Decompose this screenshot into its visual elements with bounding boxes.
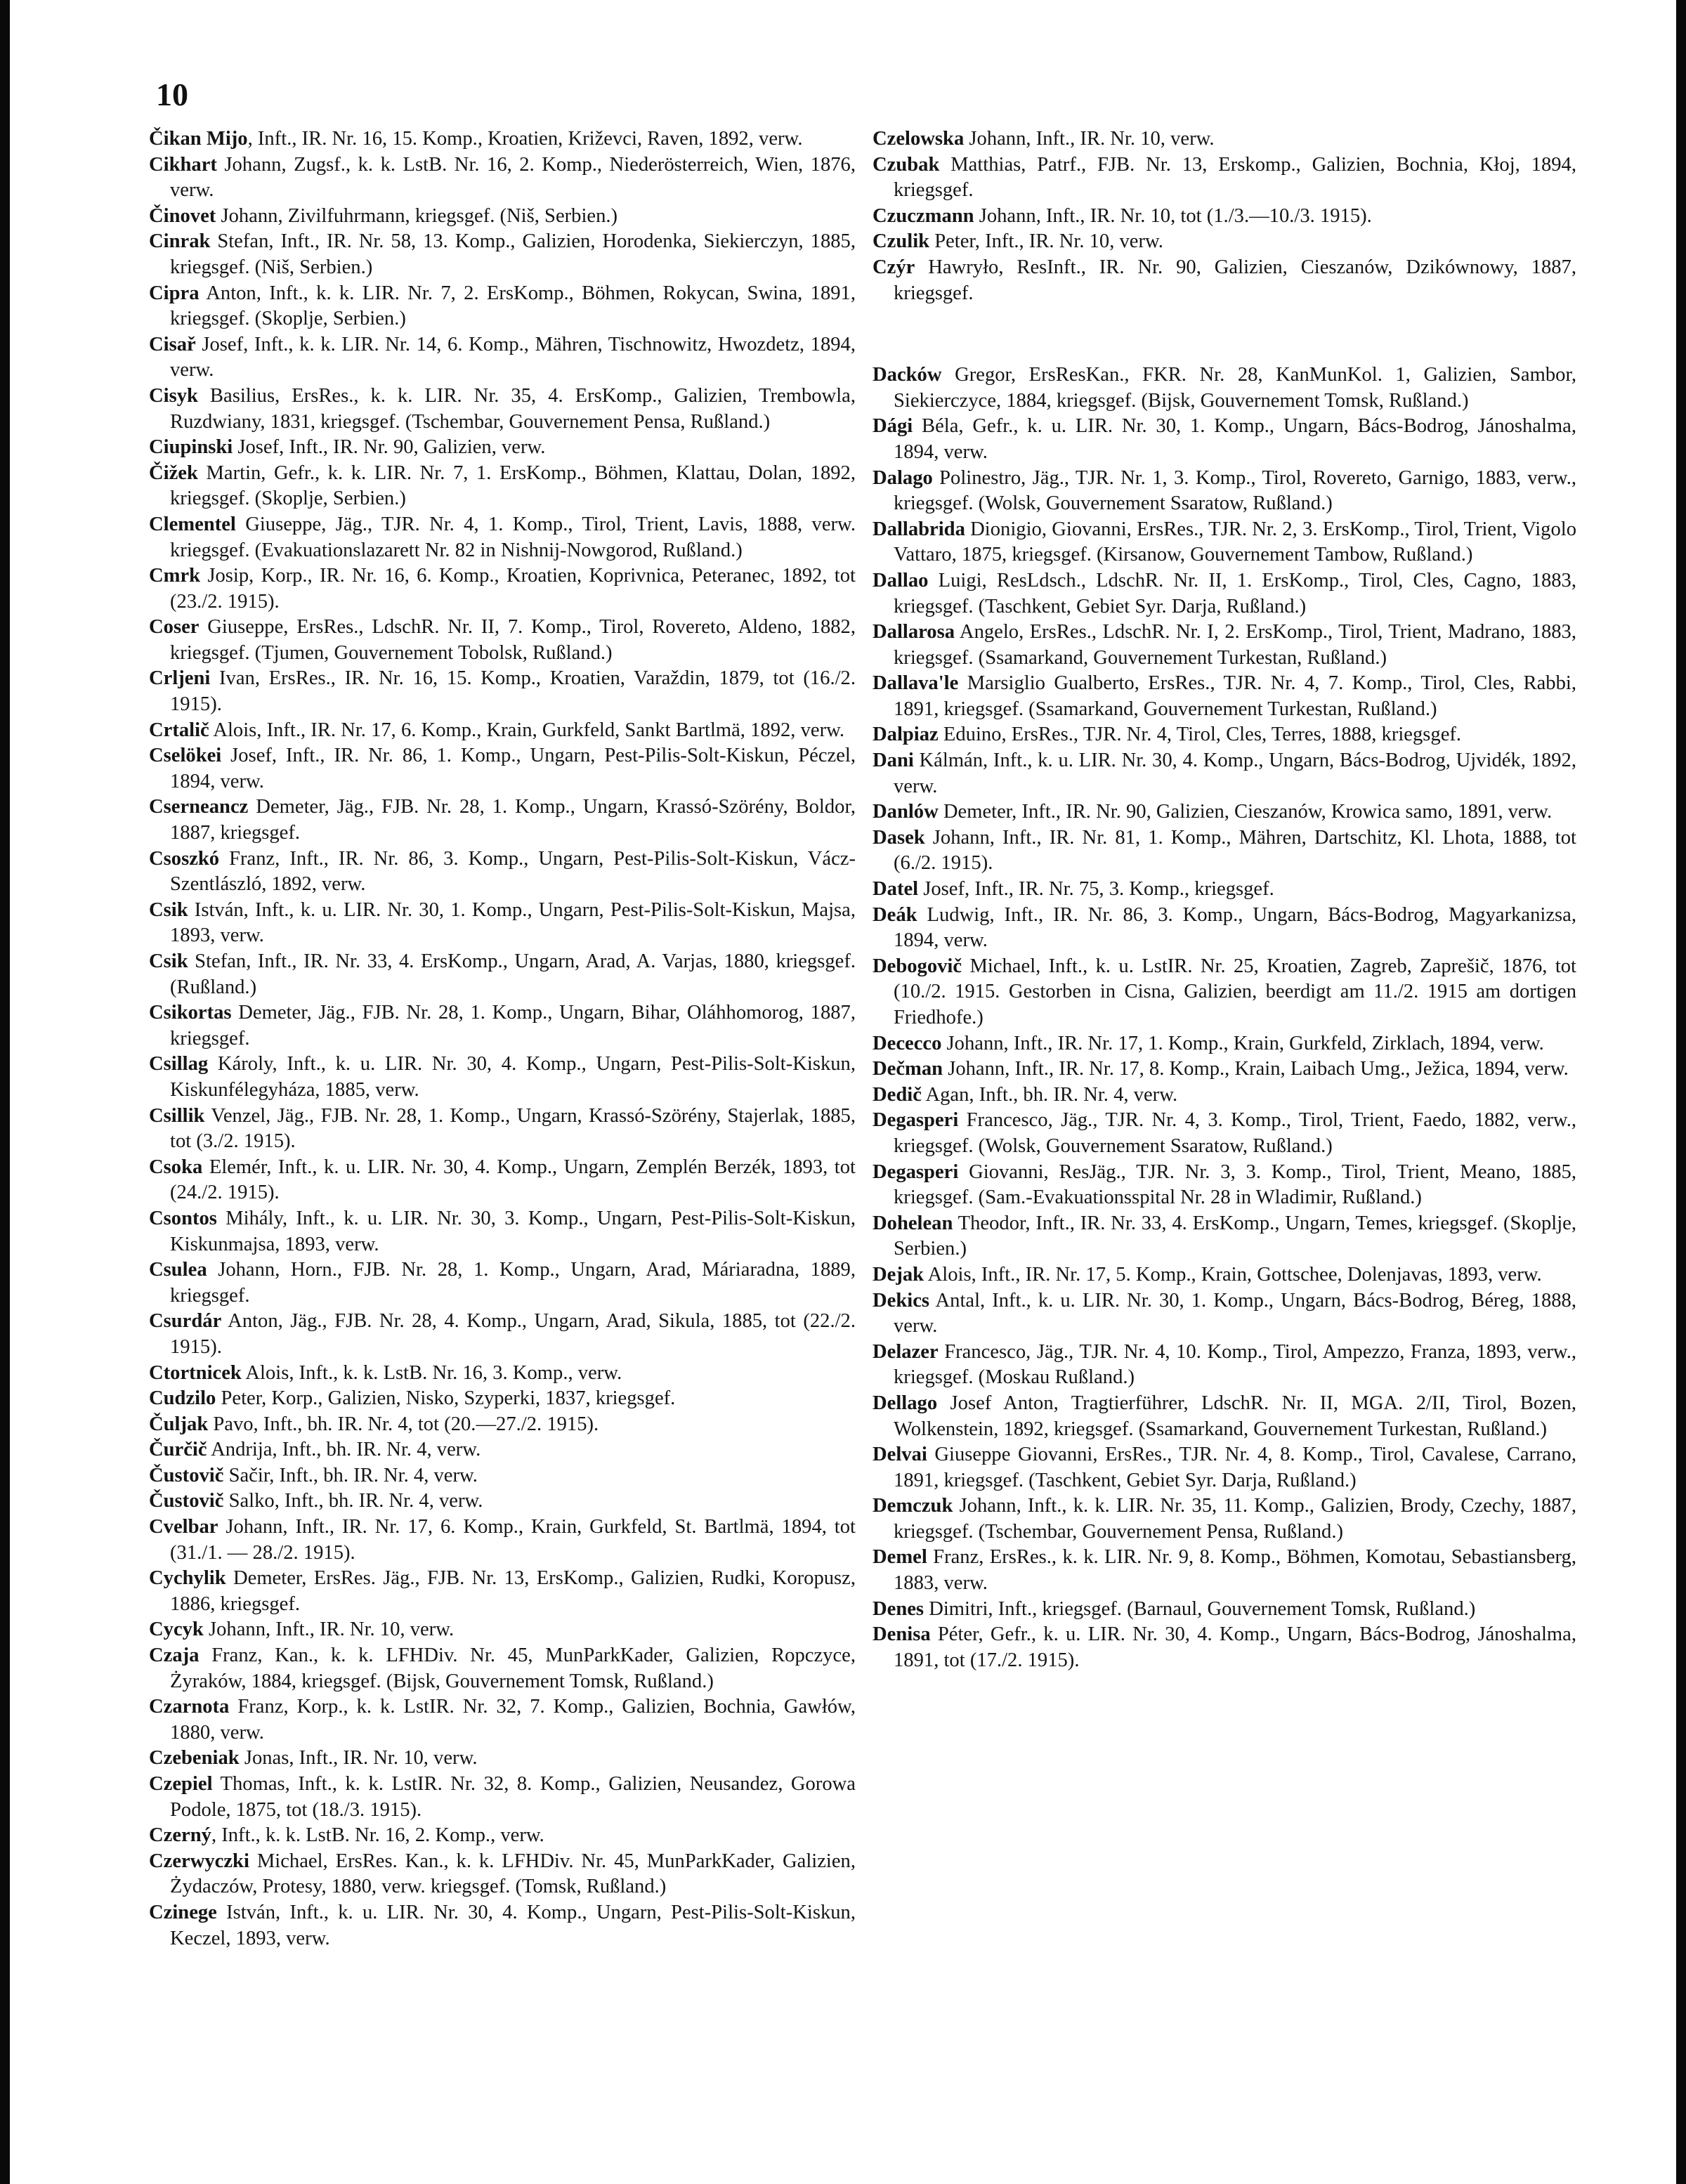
entry-details: Alois, Inft., IR. Nr. 17, 5. Komp., Krain, Gottschee, Dolenjavas, 1893, verw. [924,1263,1542,1286]
entry-surname: Csikortas [149,1002,232,1024]
entry-surname: Cikhart [149,153,217,176]
entry-details: Dionigio, Giovanni, ErsRes., TJR. Nr. 2, 3. ErsKomp., Tirol, Trient, Vigolo Vattaro, 1875, kriegsgef. (Kirsanow, Gouvernement Tambow, Rußland.) [894,518,1576,566]
entry-details: István, Inft., k. u. LIR. Nr. 30, 1. Komp., Ungarn, Pest-Pilis-Solt-Kiskun, Majsa, 1893, verw. [170,898,856,947]
entry-details: Károly, Inft., k. u. LIR. Nr. 30, 4. Komp., Ungarn, Pest-Pilis-Solt-Kiskun, Kiskunfélegyháza, 1885, verw. [170,1053,856,1101]
entry-details: Demeter, ErsRes. Jäg., FJB. Nr. 13, ErsKomp., Galizien, Rudki, Koropusz, 1886, kriegsgef. [170,1567,856,1615]
entry-surname: Cinrak [149,230,211,253]
register-entry [149,1155,856,1206]
entry-details: Hawryło, ResInft., IR. Nr. 90, Galizien, Cieszanów, Dzikównowy, 1887, kriegsgef. [894,256,1576,304]
register-entry [873,954,1576,1031]
register-entry [149,332,856,384]
register-entry [873,722,1576,748]
entry-surname: Dedič [873,1083,922,1106]
register-entry [149,1386,856,1412]
entry-surname: Dellago [873,1392,938,1414]
register-entry [149,898,856,949]
entry-surname: Clementel [149,513,236,535]
entry-details: Basilius, ErsRes., k. k. LIR. Nr. 35, 4. ErsKomp., Galizien, Trembowla, Ruzdwiany, 1831, kriegsgef. (Tschembar, Gouvernement Pensa, Rußland.) [170,384,856,433]
entry-details: István, Inft., k. u. LIR. Nr. 30, 4. Komp., Ungarn, Pest-Pilis-Solt-Kiskun, Keczel, 1893, verw. [170,1901,856,1949]
entry-surname: Činovet [149,204,216,227]
register-entry [149,743,856,795]
register-entry [873,126,1576,152]
register-entry [149,666,856,717]
entry-details: Michael, Inft., k. u. LstIR. Nr. 25, Kroatien, Zagreb, Zaprešič, 1876, tot (10./2. 1915. Gestorben in Cisna, Galizien, beerdigt am 11./2. 1915 am dortigen Friedhofe.) [894,955,1576,1028]
register-entry [149,1463,856,1489]
section-gap [873,306,1576,362]
register-entry [873,620,1576,671]
register-entry [873,255,1576,306]
entry-details: Johann, Inft., IR. Nr. 81, 1. Komp., Mähren, Dartschitz, Kl. Lhota, 1888, tot (6./2. 1915). [894,826,1576,875]
entry-surname: Ctortnicek [149,1361,242,1384]
entry-surname: Cvelbar [149,1516,218,1538]
entry-details: Demeter, Inft., IR. Nr. 90, Galizien, Cieszanów, Krowica samo, 1891, verw. [938,801,1553,823]
entry-surname: Dejak [873,1263,924,1286]
entry-surname: Czulik [873,230,930,253]
register-entry [873,671,1576,722]
entry-details: Antal, Inft., k. u. LIR. Nr. 30, 1. Komp., Ungarn, Bács-Bodrog, Béreg, 1888, verw. [894,1289,1576,1338]
entry-surname: Czelowska [873,128,965,150]
entry-details: Angelo, ErsRes., LdschR. Nr. I, 2. ErsKomp., Tirol, Trient, Madrano, 1883, kriegsgef. (Ssamarkand, Gouvernement Turkestan, Rußland.) [894,621,1576,669]
entry-surname: Dohelean [873,1212,953,1234]
entry-surname: Datel [873,878,919,901]
register-entry [873,1391,1576,1442]
entry-details: Josip, Korp., IR. Nr. 16, 6. Komp., Kroatien, Koprivnica, Peteranec, 1892, tot (23./2. 1915). [170,565,856,613]
entry-details: Johann, Inft., IR. Nr. 10, verw. [203,1619,455,1641]
entry-surname: Cycyk [149,1619,204,1641]
entry-details: Franz, Korp., k. k. LstIR. Nr. 32, 7. Komp., Galizien, Bochnia, Gawłów, 1880, verw. [170,1696,856,1744]
entry-surname: Danlów [873,801,939,823]
entry-surname: Czýr [873,256,915,278]
register-entry [149,1257,856,1309]
register-entry [149,1772,856,1823]
entry-surname: Čustovič [149,1490,224,1512]
entry-details: Dimitri, Inft., kriegsgef. (Barnaul, Gouvernement Tomsk, Rußland.) [924,1597,1476,1620]
register-entry [873,1160,1576,1211]
register-entry [873,799,1576,825]
entry-details: Anton, Inft., k. k. LIR. Nr. 7, 2. ErsKomp., Böhmen, Rokycan, Swina, 1891, kriegsgef. (Skoplje, Serbien.) [170,282,856,330]
entry-details: Josef, Inft., k. k. LIR. Nr. 14, 6. Komp., Mähren, Tischnowitz, Hwozdetz, 1894, verw. [170,333,856,381]
entry-details: Ludwig, Inft., IR. Nr. 86, 3. Komp., Ungarn, Bács-Bodrog, Magyarkanizsa, 1894, verw. [894,903,1576,952]
entry-details: Matthias, Patrf., FJB. Nr. 13, Erskomp., Galizien, Bochnia, Kłoj, 1894, kriegsgef. [894,153,1576,202]
entry-details: Mihály, Inft., k. u. LIR. Nr. 30, 3. Komp., Ungarn, Pest-Pilis-Solt-Kiskun, Kiskunmajsa, 1893, verw. [170,1207,856,1255]
register-entry [873,1622,1576,1673]
entry-details: Stefan, Inft., IR. Nr. 33, 4. ErsKomp., Ungarn, Arad, A. Varjas, 1880, kriegsgef. (Rußland.) [170,950,856,998]
register-entry [873,517,1576,568]
entry-details: Sačir, Inft., bh. IR. Nr. 4, verw. [223,1464,478,1486]
entry-details: Polinestro, Jäg., TJR. Nr. 1, 3. Komp., Tirol, Rovereto, Garnigo, 1883, verw., kriegsgef. (Wolsk, Gouvernement Ssaratow, Rußland.) [894,466,1576,515]
entry-surname: Čikan Mijo [149,128,248,150]
entry-surname: Dečman [873,1058,943,1080]
register-entry [149,1000,856,1052]
register-entry [149,1849,856,1900]
entry-surname: Čuljak [149,1413,209,1435]
entry-details: Francesco, Jäg., TJR. Nr. 4, 10. Komp., Tirol, Ampezzo, Franza, 1893, verw., kriegsgef. (Moskau Rußland.) [894,1340,1576,1389]
entry-details: Péter, Gefr., k. u. LIR. Nr. 30, 4. Komp., Ungarn, Bács-Bodrog, Jánoshalma, 1891, tot (17./2. 1915). [894,1623,1576,1671]
entry-details: Theodor, Inft., IR. Nr. 33, 4. ErsKomp., Ungarn, Temes, kriegsgef. (Skoplje, Serbien.) [894,1212,1576,1260]
entry-details: Josef, Inft., IR. Nr. 86, 1. Komp., Ungarn, Pest-Pilis-Solt-Kiskun, Péczel, 1894, verw. [170,745,856,792]
entry-surname: Cisyk [149,384,198,407]
entry-surname: Csik [149,950,188,972]
register-entry [149,204,856,230]
entry-surname: Czepiel [149,1773,213,1795]
entry-surname: Dági [873,415,913,438]
entry-surname: Czerwyczki [149,1850,249,1872]
entry-details: Johann, Inft., IR. Nr. 17, 8. Komp., Krain, Laibach Umg., Ježica, 1894, verw. [943,1058,1569,1080]
register-entry [873,1031,1576,1057]
page-number: 10 [156,77,188,112]
register-entry [149,1566,856,1617]
entry-surname: Degasperi [873,1109,959,1132]
entry-details: Johann, Inft., IR. Nr. 17, 6. Komp., Krain, Gurkfeld, St. Bartlmä, 1894, tot (31./1. — 28./2. 1915). [170,1516,856,1564]
entry-details: Anton, Jäg., FJB. Nr. 28, 4. Komp., Ungarn, Arad, Sikula, 1885, tot (22./2. 1915). [170,1310,856,1358]
entry-details: Peter, Korp., Galizien, Nisko, Szyperki, 1837, kriegsgef. [216,1387,676,1410]
entry-surname: Dalago [873,466,933,489]
register-entry [149,615,856,666]
register-entry [149,126,856,152]
register-entry [873,825,1576,877]
entry-surname: Czerný [149,1824,211,1847]
register-entry [149,435,856,461]
entry-details: Giuseppe, ErsRes., LdschR. Nr. II, 7. Komp., Tirol, Rovereto, Aldeno, 1882, kriegsgef. (Tjumen, Gouvernement Tobolsk, Rußland.) [170,616,856,664]
entry-details: Béla, Gefr., k. u. LIR. Nr. 30, 1. Komp., Ungarn, Bács-Bodrog, Jánoshalma, 1894, verw. [894,415,1576,463]
right-column-bottom-list [873,362,1576,1673]
entry-surname: Čižek [149,462,198,484]
register-entry [873,1288,1576,1340]
register-entry [149,1309,856,1360]
register-entry [873,204,1576,230]
entry-surname: Deák [873,903,917,926]
entry-surname: Coser [149,616,200,639]
register-entry [873,1340,1576,1391]
entry-details: , Inft., IR. Nr. 16, 15. Komp., Kroatien, Križevci, Raven, 1892, verw. [247,128,803,150]
entry-details: Demeter, Jäg., FJB. Nr. 28, 1. Komp., Ungarn, Krassó-Szörény, Boldor, 1887, kriegsgef. [170,796,856,844]
entry-details: Stefan, Inft., IR. Nr. 58, 13. Komp., Galizien, Horodenka, Siekierczyn, 1885, kriegsgef. (Niš, Serbien.) [170,230,856,278]
entry-surname: Cmrk [149,565,201,587]
entry-details: Martin, Gefr., k. k. LIR. Nr. 7, 1. ErsKomp., Böhmen, Klattau, Dolan, 1892, kriegsgef. (Skoplje, Serbien.) [170,462,856,510]
register-entry [149,1206,856,1257]
entry-details: , Inft., k. k. LstB. Nr. 16, 2. Komp., verw. [211,1824,544,1847]
entry-details: Ivan, ErsRes., IR. Nr. 16, 15. Komp., Kroatien, Varaždin, 1879, tot (16./2. 1915). [170,667,856,716]
entry-surname: Csurdár [149,1310,222,1333]
entry-surname: Cisař [149,333,196,355]
scan-edge-right [1676,0,1686,2184]
entry-surname: Delvai [873,1444,927,1466]
entry-surname: Cychylik [149,1567,226,1590]
register-entry [149,1437,856,1463]
entry-surname: Dani [873,750,914,772]
entry-surname: Cudzilo [149,1387,216,1410]
entry-details: Agan, Inft., bh. IR. Nr. 4, verw. [921,1083,1178,1106]
register-entry [149,1900,856,1951]
entry-details: Giuseppe Giovanni, ErsRes., TJR. Nr. 4, 8. Komp., Tirol, Cavalese, Carrano, 1891, kriegsgef. (Taschkent, Gebiet Syr. Darja, Rußland.) [894,1444,1576,1491]
right-column [873,126,1576,1673]
register-entry [149,718,856,744]
entry-surname: Cselökei [149,745,222,767]
entry-surname: Demczuk [873,1495,953,1517]
entry-surname: Dallabrida [873,518,965,540]
register-entry [873,568,1576,620]
entry-surname: Czuczmann [873,204,974,227]
left-column [149,126,856,1951]
entry-details: Andrija, Inft., bh. IR. Nr. 4, verw. [207,1439,481,1461]
entry-surname: Dekics [873,1289,930,1312]
entry-surname: Debogovič [873,955,962,977]
entry-details: Alois, Inft., IR. Nr. 17, 6. Komp., Krain, Gurkfeld, Sankt Bartlmä, 1892, verw. [209,719,845,741]
register-entry [873,466,1576,517]
entry-details: Kálmán, Inft., k. u. LIR. Nr. 30, 4. Komp., Ungarn, Bács-Bodrog, Ujvidék, 1892, verw. [894,750,1576,797]
entry-surname: Czubak [873,153,940,176]
register-entry [149,1361,856,1387]
register-entry [873,362,1576,414]
entry-details: Francesco, Jäg., TJR. Nr. 4, 3. Komp., Tirol, Trient, Faedo, 1882, verw., kriegsgef. (Wolsk, Gouvernement Ssaratow, Rußland.) [894,1109,1576,1157]
register-entry [149,384,856,435]
entry-surname: Csontos [149,1207,217,1229]
register-entry [873,229,1576,255]
register-entry [149,1104,856,1155]
entry-details: Johann, Horn., FJB. Nr. 28, 1. Komp., Ungarn, Arad, Máriaradna, 1889, kriegsgef. [170,1259,856,1307]
entry-details: Josef, Inft., IR. Nr. 75, 3. Komp., kriegsgef. [918,878,1274,901]
register-entry [149,512,856,563]
entry-details: Johann, Inft., IR. Nr. 10, tot (1./3.—10./3. 1915). [974,204,1372,227]
entry-surname: Čurčič [149,1439,207,1461]
register-entry [873,1083,1576,1109]
register-entry [149,1694,856,1746]
entry-details: Johann, Zugsf., k. k. LstB. Nr. 16, 2. Komp., Niederösterreich, Wien, 1876, verw. [170,153,856,202]
entry-details: Thomas, Inft., k. k. LstIR. Nr. 32, 8. Komp., Galizien, Neusandez, Gorowa Podole, 1875, tot (18./3. 1915). [170,1773,856,1821]
entry-surname: Dallava'le [873,672,959,695]
entry-surname: Denes [873,1597,924,1620]
register-entry [873,152,1576,204]
entry-surname: Delazer [873,1340,939,1363]
entry-details: Pavo, Inft., bh. IR. Nr. 4, tot (20.—27./2. 1915). [208,1413,599,1435]
register-entry [149,1643,856,1694]
entry-surname: Czebeniak [149,1747,240,1770]
entry-surname: Csillag [149,1053,209,1075]
entry-surname: Csulea [149,1259,207,1281]
entry-details: Luigi, ResLdsch., LdschR. Nr. II, 1. ErsKomp., Tirol, Cles, Cagno, 1883, kriegsgef. (Taschkent, Gebiet Syr. Darja, Rußland.) [894,569,1576,617]
register-entry [873,1108,1576,1159]
entry-surname: Czarnota [149,1696,230,1718]
entry-surname: Demel [873,1546,927,1569]
entry-surname: Dacków [873,364,942,386]
entry-surname: Cipra [149,282,200,304]
entry-surname: Čustovič [149,1464,224,1486]
entry-surname: Crljeni [149,667,211,690]
entry-surname: Dececco [873,1032,942,1054]
entry-details: Venzel, Jäg., FJB. Nr. 28, 1. Komp., Ungarn, Krassó-Szörény, Stajerlak, 1885, tot (3./2. 1915). [170,1104,856,1153]
entry-details: Josef Anton, Tragtierführer, LdschR. Nr. II, MGA. 2/II, Tirol, Bozen, Wolkenstein, 1892, kriegsgef. (Ssamarkand, Gouvernement Turkestan, Rußland.) [894,1392,1576,1440]
entry-surname: Czaja [149,1644,200,1667]
register-entry [873,748,1576,799]
register-entry [149,795,856,846]
entry-details: Alois, Inft., k. k. LstB. Nr. 16, 3. Komp., verw. [241,1361,622,1384]
entry-surname: Denisa [873,1623,931,1646]
register-entry [873,1597,1576,1623]
entry-surname: Ciupinski [149,436,233,459]
entry-surname: Csoszkó [149,847,220,870]
register-entry [873,1057,1576,1083]
entry-surname: Dalpiaz [873,724,939,746]
entry-details: Johann, Zivilfuhrmann, kriegsgef. (Niš, Serbien.) [216,204,618,227]
entry-details: Jonas, Inft., IR. Nr. 10, verw. [239,1747,478,1770]
entry-details: Eduino, ErsRes., TJR. Nr. 4, Tirol, Cles, Terres, 1888, kriegsgef. [938,724,1462,746]
right-column-top-list [873,126,1576,306]
register-entry [149,1823,856,1849]
register-entry [149,281,856,332]
entry-details: Johann, Inft., k. k. LIR. Nr. 35, 11. Komp., Galizien, Brody, Czechy, 1887, kriegsgef. (Tschembar, Gouvernement Pensa, Rußland.) [894,1495,1576,1543]
register-entry [873,1211,1576,1262]
register-entry [873,1493,1576,1545]
entry-surname: Czinege [149,1901,217,1923]
register-entry [149,1052,856,1103]
entry-details: Michael, ErsRes. Kan., k. k. LFHDiv. Nr. 45, MunParkKader, Galizien, Żydaczów, Protesy, 1880, verw. kriegsgef. (Tomsk, Rußland.) [170,1850,856,1898]
entry-surname: Degasperi [873,1160,959,1183]
scan-edge-left [0,0,10,2184]
register-entry [149,1489,856,1515]
entry-details: Josef, Inft., IR. Nr. 90, Galizien, verw. [233,436,546,459]
entry-surname: Crtalič [149,719,209,741]
entry-details: Franz, ErsRes., k. k. LIR. Nr. 9, 8. Komp., Böhmen, Komotau, Sebastiansberg, 1883, verw. [894,1546,1576,1595]
entry-details: Gregor, ErsResKan., FKR. Nr. 28, KanMunKol. 1, Galizien, Sambor, Siekierczyce, 1884, kriegsgef. (Bijsk, Gouvernement Tomsk, Rußland.) [894,364,1576,412]
entry-surname: Cserneancz [149,796,249,818]
entry-details: Giovanni, ResJäg., TJR. Nr. 3, 3. Komp., Tirol, Trient, Meano, 1885, kriegsgef. (Sam.-Evakuationsspital Nr. 28 in Wladimir, Rußland.) [894,1160,1576,1209]
register-entry [149,229,856,280]
register-entry [873,414,1576,465]
register-entry [873,1442,1576,1493]
entry-surname: Dallarosa [873,621,955,643]
entry-details: Marsiglio Gualberto, ErsRes., TJR. Nr. 4, 7. Komp., Tirol, Cles, Rabbi, 1891, kriegsgef. (Ssamarkand, Gouvernement Turkestan, Rußland.) [894,672,1576,720]
entry-details: Demeter, Jäg., FJB. Nr. 28, 1. Komp., Ungarn, Bihar, Oláhhomorog, 1887, kriegsgef. [170,1002,856,1050]
register-entry [149,1617,856,1643]
entry-details: Johann, Inft., IR. Nr. 17, 1. Komp., Krain, Gurkfeld, Zirklach, 1894, verw. [941,1032,1544,1054]
register-entry [873,877,1576,903]
register-entry [149,949,856,1000]
register-entry [149,152,856,204]
register-entry [149,563,856,615]
entry-details: Peter, Inft., IR. Nr. 10, verw. [929,230,1163,253]
entry-details: Johann, Inft., IR. Nr. 10, verw. [964,128,1215,150]
entry-surname: Dallao [873,569,929,591]
register-entry [149,461,856,512]
entry-details: Franz, Inft., IR. Nr. 86, 3. Komp., Ungarn, Pest-Pilis-Solt-Kiskun, Vácz-Szentlászló, 1892, verw. [170,847,856,896]
register-entry [149,1515,856,1566]
entry-surname: Csoka [149,1156,203,1178]
entry-surname: Dasek [873,826,925,849]
entry-details: Franz, Kan., k. k. LFHDiv. Nr. 45, MunParkKader, Galizien, Ropczyce, Żyraków, 1884, kriegsgef. (Bijsk, Gouvernement Tomsk, Rußland.) [170,1644,856,1692]
register-entry [873,1262,1576,1288]
register-entry [149,846,856,898]
register-entry [149,1746,856,1772]
entry-details: Elemér, Inft., k. u. LIR. Nr. 30, 4. Komp., Ungarn, Zemplén Berzék, 1893, tot (24./2. 1915). [170,1156,856,1204]
register-entry [873,1545,1576,1596]
entry-surname: Csillik [149,1104,205,1127]
register-entry [149,1412,856,1438]
register-entry [873,903,1576,954]
entry-details: Salko, Inft., bh. IR. Nr. 4, verw. [223,1490,483,1512]
entry-surname: Csik [149,898,188,921]
entry-details: Giuseppe, Jäg., TJR. Nr. 4, 1. Komp., Tirol, Trient, Lavis, 1888, verw. kriegsgef. (Evakuationslazarett Nr. 82 in Nishnij-Nowgorod, Rußland.) [170,513,856,561]
